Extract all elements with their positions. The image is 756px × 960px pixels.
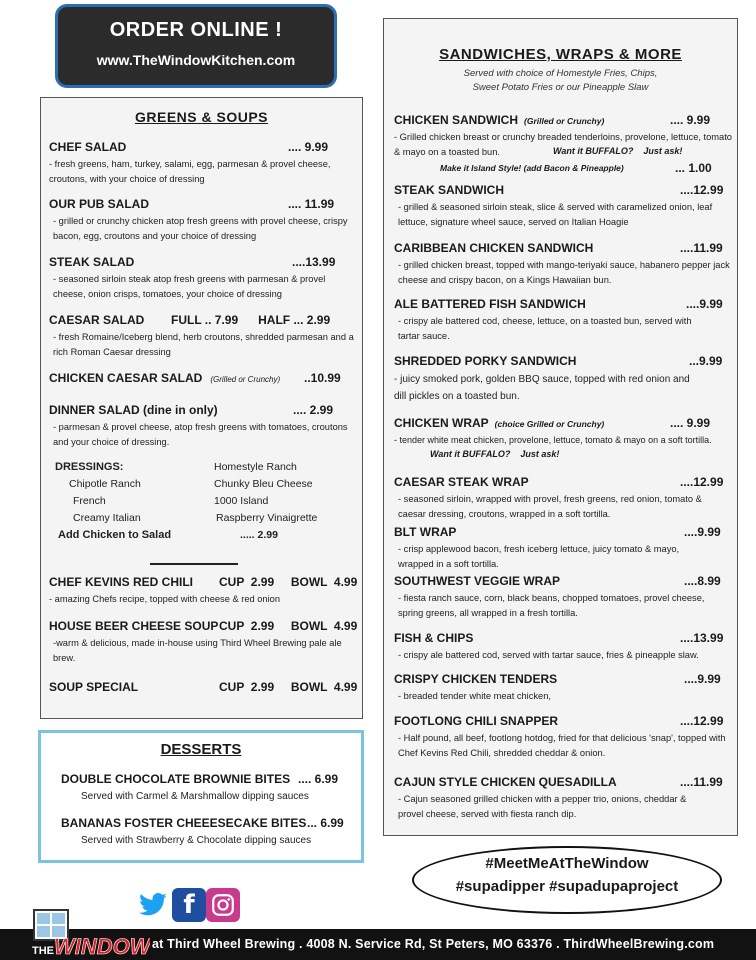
dressing-option: Chunky Bleu Cheese [214,478,313,490]
item-price: ... 1.00 [675,161,712,175]
menu-item [394,241,734,288]
item-price: ....12.99 [680,475,724,489]
dressing-option: Creamy Italian [73,512,141,524]
item-name: FOOTLONG CHILI SNAPPER [394,714,559,728]
item-name: CHICKEN CAESAR SALAD [49,371,203,385]
item-desc: - fresh greens, ham, turkey, salami, egg, parmesan & provel cheese, croutons, with your choice of dressing [49,159,331,184]
item-price: CUP 2.99 BOWL 4.99 [219,680,358,694]
item-name: SOUP SPECIAL [49,680,139,694]
item-name: CHICKEN WRAP [394,416,489,430]
item-name: STEAK SANDWICH [394,183,504,197]
footer-address: at Third Wheel Brewing . 4008 N. Service Rd, St Peters, MO 63376 . ThirdWheelBrewing.com [152,937,715,951]
logo-text-the: THE [32,945,54,957]
item-name: CHICKEN SANDWICH [394,113,518,127]
item-price: ....13.99 [680,631,724,645]
item-price: ...9.99 [689,354,723,368]
menu-item [49,197,359,244]
menu-item [394,714,734,761]
item-desc: - Half pound, all beef, footlong hotdog, fried for that delicious 'snap', topped with Chef Kevins Red Chili, shredded cheddar & onion. [398,733,726,758]
item-desc: - crisp applewood bacon, fresh iceberg lettuce, juicy tomato & mayo, wrapped in a soft tortilla. [398,544,680,569]
facebook-icon[interactable] [172,888,206,922]
item-price: FULL .. 7.99 HALF ... 2.99 [171,313,331,327]
item-name: OUR PUB SALAD [49,197,150,211]
item-desc: - breaded tender white meat chicken, [398,691,551,701]
menu-item [394,297,734,344]
dressing-option: Homestyle Ranch [214,461,297,473]
item-price: ....9.99 [684,525,721,539]
desserts-panel [38,730,364,863]
item-name: STEAK SALAD [49,255,135,269]
item-desc: - seasoned sirloin, wrapped with provel, fresh greens, red onion, tomato & caesar dressing, croutons, wrapped in a soft tortilla. [398,494,702,519]
sandwiches-title: SANDWICHES, WRAPS & MORE [439,46,682,63]
item-name: ALE BATTERED FISH SANDWICH [394,297,586,311]
dessert-price: ... 6.99 [307,816,344,830]
menu-item [394,354,734,405]
item-price: .... 9.99 [670,113,711,127]
item-desc: - grilled chicken breast, topped with mango-teriyaki sauce, habanero pepper jack cheese and crispy bacon, on a Kings Hawaiian bun. [398,260,730,285]
section-divider [150,563,238,565]
dressing-option: Chipotle Ranch [69,478,141,490]
menu-item [49,575,359,607]
item-desc: - parmesan & provel cheese, atop fresh greens with tomatoes, croutons and your choice of dressing. [53,422,348,447]
item-note: (Grilled or Crunchy) [210,375,281,384]
item-extra: Want it BUFFALO? Just ask! [430,449,560,459]
menu-item [394,525,734,572]
item-desc: - crispy ale battered cod, cheese, lettuce, on a toasted bun, served with tartar sauce. [398,316,692,341]
item-price: .... 9.99 [670,416,711,430]
menu-item [49,619,359,666]
hashtag-line: #MeetMeAtTheWindow [485,855,649,872]
item-name: SOUTHWEST VEGGIE WRAP [394,574,561,588]
item-price: ....12.99 [680,714,724,728]
item-desc: - Grilled chicken breast or crunchy breaded tenderloins, provelone, lettuce, tomato & mayo on a toasted bun. [394,132,732,157]
order-url[interactable]: www.TheWindowKitchen.com [96,52,296,68]
hashtag-line: #supadipper #supadupaproject [455,878,679,895]
menu-item [394,475,734,522]
hashtag-badge [412,846,722,914]
menu-item [394,775,734,822]
facebook-glyph: f [183,890,195,920]
item-note: (Grilled or Crunchy) [524,116,605,126]
item-name: DINNER SALAD (dine in only) [49,403,218,417]
item-name: CAESAR STEAK WRAP [394,475,529,489]
menu-item [49,680,359,694]
menu-item [394,631,734,663]
greens-soups-panel [40,97,363,719]
item-price: ..10.99 [304,371,341,385]
menu-item [49,140,359,187]
the-window-logo [28,908,150,960]
item-desc: - Cajun seasoned grilled chicken with a pepper trio, onions, cheddar & provel cheese, served with fiesta ranch dip. [398,794,687,819]
order-title: ORDER ONLINE ! [109,19,283,41]
dressings-label: DRESSINGS: [55,461,124,473]
menu-item [49,371,359,385]
item-desc: - grilled or crunchy chicken atop fresh greens with provel cheese, crispy bacon, egg, croutons and your choice of dressing [53,216,348,241]
add-chicken-price: ..... 2.99 [240,529,278,541]
dressing-option: 1000 Island [214,495,269,507]
menu-item [394,416,734,459]
item-name: CAESAR SALAD [49,313,145,327]
item-price: .... 2.99 [293,403,334,417]
item-desc: - seasoned sirloin steak atop fresh greens with parmesan & provel cheese, onion crisps, tomatoes, your choice of dressing [53,274,326,299]
item-name: SHREDDED PORKY SANDWICH [394,354,577,368]
sandwiches-subtitle [384,67,737,95]
item-note: (choice Grilled or Crunchy) [494,419,605,429]
dessert-name: DOUBLE CHOCOLATE BROWNIE BITES [61,772,291,786]
item-price: ....11.99 [680,241,723,255]
menu-item [394,574,734,621]
dressing-option: French [73,495,106,507]
dessert-name: BANANAS FOSTER CHEEESECAKE BITES [61,816,307,830]
item-price: ....12.99 [680,183,724,197]
subtitle-line: Served with choice of Homestyle Fries, Chips, [463,68,658,79]
item-price: ....9.99 [686,297,723,311]
dressing-option: Raspberry Vinaigrette [216,512,318,524]
item-price: ....9.99 [684,672,721,686]
item-name: HOUSE BEER CHEESE SOUP [49,619,219,633]
item-name: CHEF KEVINS RED CHILI [49,575,194,589]
menu-item [49,255,359,302]
menu-item [394,183,734,230]
instagram-icon[interactable] [206,888,240,922]
item-name: BLT WRAP [394,525,457,539]
add-chicken-label: Add Chicken to Salad [58,529,172,541]
item-price: CUP 2.99 BOWL 4.99 [219,575,358,589]
item-desc: -warm & delicious, made in-house using Third Wheel Brewing pale ale brew. [53,638,342,663]
item-desc: - fresh Romaine/Iceberg blend, herb croutons, shredded parmesan and a rich Roman Caesar dressing [53,332,354,357]
dessert-desc: Served with Carmel & Marshmallow dipping sauces [81,791,309,802]
item-price: ....11.99 [680,775,723,789]
dessert-desc: Served with Strawberry & Chocolate dipping sauces [81,835,312,846]
menu-item [49,403,359,450]
item-desc: - fiesta ranch sauce, corn, black beans, chopped tomatoes, provel cheese, spring greens, all wrapped in a fresh tortilla. [398,593,705,618]
item-name: CHEF SALAD [49,140,127,154]
item-desc: - juicy smoked pork, golden BBQ sauce, topped with red onion and dill pickles on a toasted bun. [394,374,690,402]
subtitle-line: Sweet Potato Fries or our Pineapple Slaw [472,82,649,93]
item-desc: - crispy ale battered cod, served with tartar sauce, fries & pineapple slaw. [398,650,699,660]
logo-text-window: WINDOW [54,934,150,959]
order-online-banner[interactable] [55,4,337,88]
menu-item [394,113,734,175]
item-price: ....8.99 [684,574,721,588]
item-price: CUP 2.99 BOWL 4.99 [219,619,358,633]
dessert-price: .... 6.99 [298,772,339,786]
item-name: CRISPY CHICKEN TENDERS [394,672,558,686]
item-desc: - grilled & seasoned sirloin steak, slice & served with caramelized onion, leaf lettuce, signature wheel sauce, served on Italian Hoagie [398,202,713,227]
item-price: .... 9.99 [288,140,329,154]
item-price: ....13.99 [292,255,336,269]
item-extra: Make it Island Style! (add Bacon & Pineapple) [440,163,624,173]
desserts-title: DESSERTS [160,741,242,758]
menu-item [394,672,734,704]
item-name: CAJUN STYLE CHICKEN QUESADILLA [394,775,617,789]
sandwiches-panel [383,18,738,836]
item-name: CARIBBEAN CHICKEN SANDWICH [394,241,594,255]
item-price: .... 11.99 [288,197,335,211]
item-extra: Want it BUFFALO? Just ask! [553,146,683,156]
item-desc: - amazing Chefs recipe, topped with cheese & red onion [49,594,281,604]
menu-item [49,313,359,360]
item-name: FISH & CHIPS [394,631,474,645]
item-desc: - tender white meat chicken, provelone, lettuce, tomato & mayo on a soft tortilla. [394,435,712,445]
greens-title: GREENS & SOUPS [134,109,269,125]
